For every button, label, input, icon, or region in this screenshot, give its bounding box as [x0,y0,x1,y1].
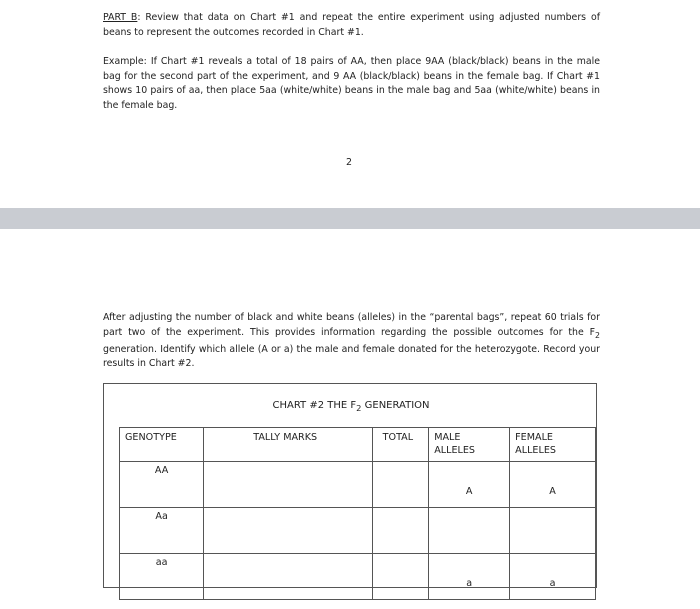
genotype-table [119,427,596,600]
instructions-paragraph [103,311,600,372]
male-allele-value: A [465,486,473,497]
tally-cell[interactable] [204,554,372,600]
example-paragraph: Example: If Chart #1 reveals a total of 18 pairs of AA, then place 9AA (black/black) beans in the male bag for the second part of the experiment, and 9 AA (black/black) beans in the female bag. If Chart #1 shows 10 pairs of aa, then place 5aa (white/white) beans in the male bag and 5aa (white/white) beans in the female bag. [103,56,600,111]
page-break-divider [0,208,700,229]
genotype-cell: Aa [120,508,204,554]
male-allele-cell[interactable] [429,508,510,554]
genotype-cell: AA [120,462,204,508]
female-alleles-header: FEMALE ALLELES [510,428,596,462]
male-allele-cell[interactable] [429,554,510,600]
chart-title [104,400,598,413]
part-b-text: : Review that data on Chart #1 and repeat the entire experiment using adjusted numbers of beans to represent the outcomes recorded in Chart #1. [103,12,600,38]
female-allele-cell[interactable] [510,508,596,554]
male-alleles-header: MALE ALLELES [429,428,510,462]
table-row [120,508,596,554]
instructions-text-1: After adjusting the number of black and white beans (alleles) in the “parental bags”, repeat 60 trials for part two of the experiment. This provides information regarding the possible outcomes for the F [103,312,600,338]
female-allele-cell[interactable] [510,462,596,508]
chart-title-subscript: 2 [356,403,362,413]
instructions-subscript: 2 [595,330,600,340]
genotype-header: GENOTYPE [120,428,204,462]
table-row [120,554,596,600]
chart-2-table [103,383,597,588]
part-b-label: PART B [103,12,138,23]
total-cell[interactable] [372,462,429,508]
female-allele-cell[interactable] [510,554,596,600]
total-header: TOTAL [372,428,429,462]
chart-title-text-2: GENERATION [361,400,430,411]
table-header-row [120,428,596,462]
page-number: 2 [346,157,353,168]
male-allele-value: a [466,578,473,589]
tally-cell[interactable] [204,508,372,554]
part-b-paragraph [103,11,600,40]
instructions-text-2: generation. Identify which allele (A or a) the male and female donated for the heterozygote. Record your results in Chart #2. [103,343,600,370]
female-allele-value: a [549,578,556,589]
genotype-cell: aa [120,554,204,600]
total-cell[interactable] [372,508,429,554]
table-row [120,462,596,508]
tally-header: TALLY MARKS [204,428,372,462]
tally-cell[interactable] [204,462,372,508]
female-allele-value: A [549,486,556,497]
male-allele-cell[interactable] [429,462,510,508]
chart-title-text-1: CHART #2 THE F [272,400,357,411]
total-cell[interactable] [372,554,429,600]
